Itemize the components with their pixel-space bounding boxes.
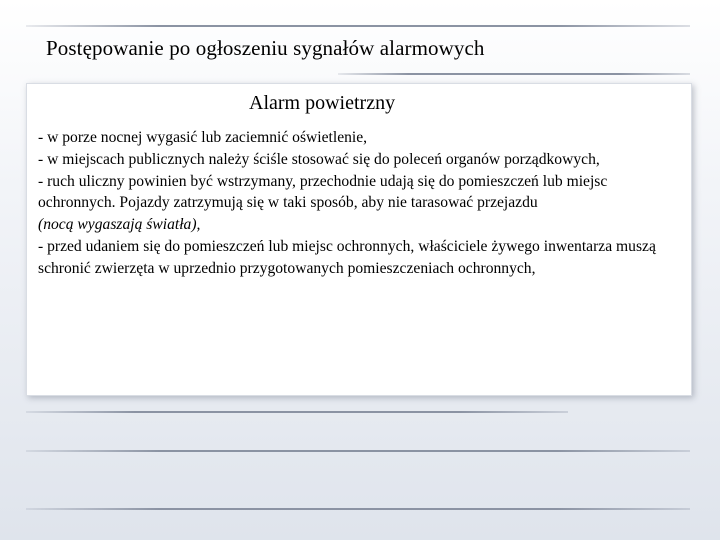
instruction-traffic xyxy=(38,171,684,236)
instruction-traffic-text: - ruch uliczny powinien być wstrzymany, przechodnie udają się do pomieszczeń lub miejsc ochronnych. Pojazdy zatrzymują się w taki sposób, aby nie tarasować przejazdu xyxy=(38,172,608,212)
panel-heading: Alarm powietrzny xyxy=(249,92,396,114)
instruction-public-places: - w miejscach publicznych należy ściśle stosować się do poleceń organów porządkowych, xyxy=(38,150,600,168)
instruction-traffic-note: (nocą wygaszają światła), xyxy=(38,216,201,234)
middle-divider xyxy=(26,411,568,413)
title-underline xyxy=(338,73,690,75)
slide-title: Postępowanie po ogłoszeniu sygnałów alarmowych xyxy=(46,36,485,60)
top-divider xyxy=(26,25,690,27)
bottom-divider-1 xyxy=(26,450,690,452)
instruction-lighting: - w porze nocnej wygasić lub zaciemnić oświetlenie, xyxy=(38,129,368,146)
bottom-divider-2 xyxy=(26,508,690,510)
content-panel xyxy=(26,83,692,396)
instruction-livestock: - przed udaniem się do pomieszczeń lub miejsc ochronnych, właściciele żywego inwentarza muszą schronić zwierzęta w uprzednio przygotowanych pomieszczeniach ochronnych, xyxy=(38,237,656,277)
panel-text xyxy=(38,127,684,280)
